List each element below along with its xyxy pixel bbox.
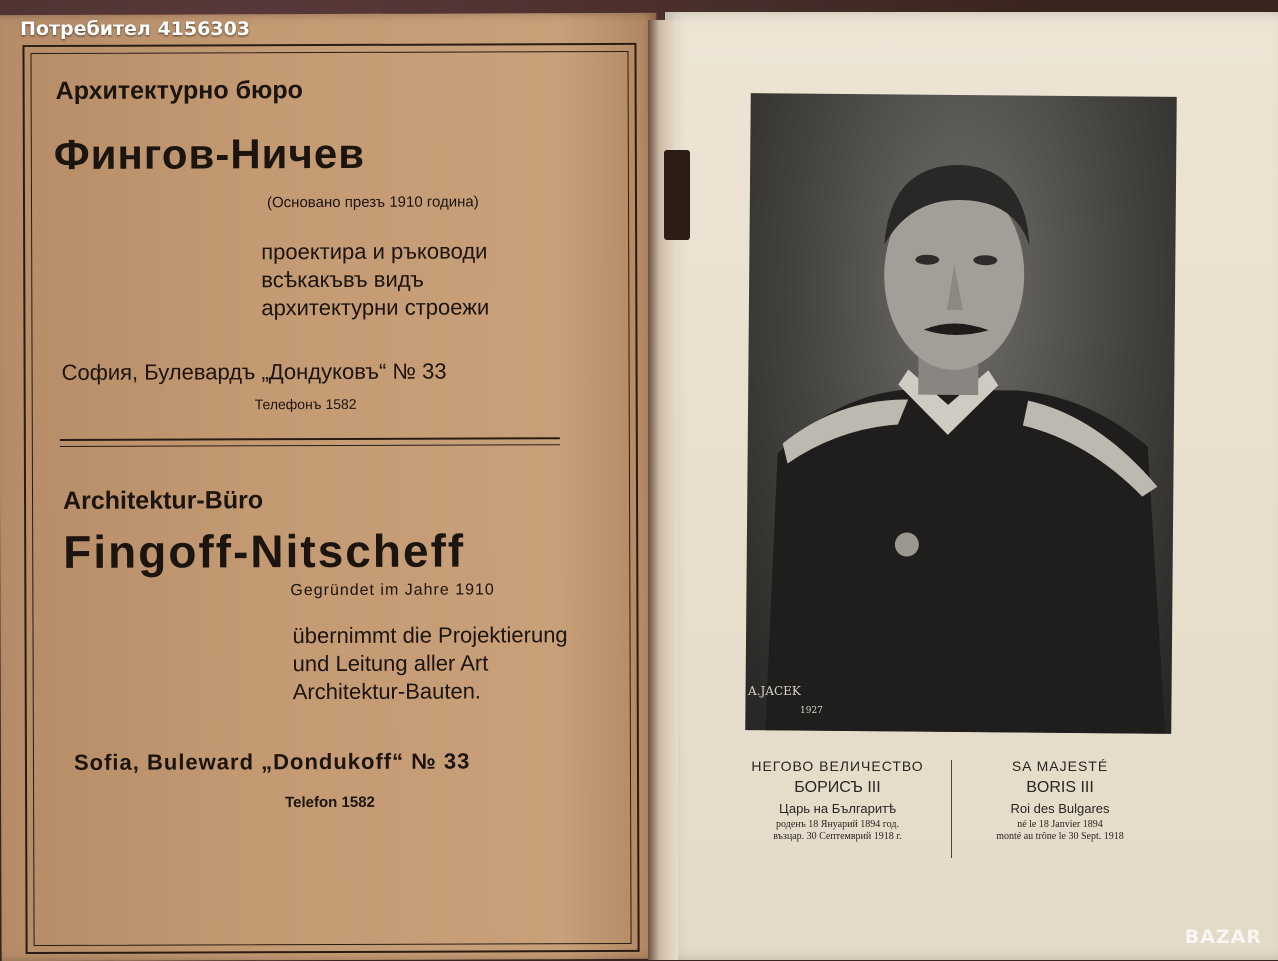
caption-fr-line1: SA MAJESTÉ [1011, 758, 1109, 774]
de-phone: Telefon 1582 [285, 793, 375, 812]
caption-fr-line5: monté au trône le 30 Sept. 1918 [996, 831, 1124, 842]
caption-bulgarian [735, 756, 940, 843]
portrait-photo [745, 93, 1177, 734]
caption-bg-line3: Царь на Българитѣ [778, 801, 897, 816]
caption-fr-line3: Roi des Bulgares [1010, 801, 1110, 816]
bg-address: София, Булевардъ „Дондуковъ“ № 33 [61, 358, 447, 385]
brand-logo: BAZAR [1184, 926, 1262, 948]
caption-french [960, 756, 1160, 843]
painter-signature-year: 1927 [800, 706, 823, 716]
de-founded: Gegründet im Jahre 1910 [290, 581, 495, 600]
de-bureau-name: Fingoff-Nitscheff [63, 524, 466, 578]
caption-divider [951, 760, 952, 858]
painter-signature: A.JACEK [748, 684, 801, 698]
caption-bg-line5: възцар. 30 Септемврий 1918 г. [773, 831, 902, 842]
bg-founded: (Основано презъ 1910 година) [266, 193, 479, 212]
caption-bg-line4: роденъ 18 Януарий 1894 год. [776, 819, 899, 830]
caption-fr-line4: né le 18 Janvier 1894 [1017, 819, 1103, 830]
bg-bureau-subtitle: Архитектурно бюро [55, 76, 303, 105]
de-description: übernimmt die Projektierung und Leitung aller Art Architektur-Bauten. [292, 622, 568, 705]
bg-bureau-name: Фингов-Ничев [53, 129, 366, 178]
spine-notch [664, 150, 690, 240]
left-cover-page [0, 13, 660, 961]
de-address: Sofia, Buleward „Dondukoff“ № 33 [73, 748, 471, 775]
caption-bg-line2: БОРИСЪ III [794, 779, 881, 796]
caption-bg-line1: НЕГОВО ВЕЛИЧЕСТВО [751, 758, 924, 774]
de-bureau-subtitle: Architektur-Büro [62, 486, 264, 515]
user-watermark: Потребител 4156303 [20, 18, 251, 40]
bg-description: проектира и ръководи всѣкакъвъ видъ архитектурни строежи [261, 238, 490, 321]
bg-phone: Телефонъ 1582 [254, 395, 357, 413]
portrait-figure [745, 93, 1177, 734]
caption-fr-line2: BORIS III [1026, 779, 1094, 796]
